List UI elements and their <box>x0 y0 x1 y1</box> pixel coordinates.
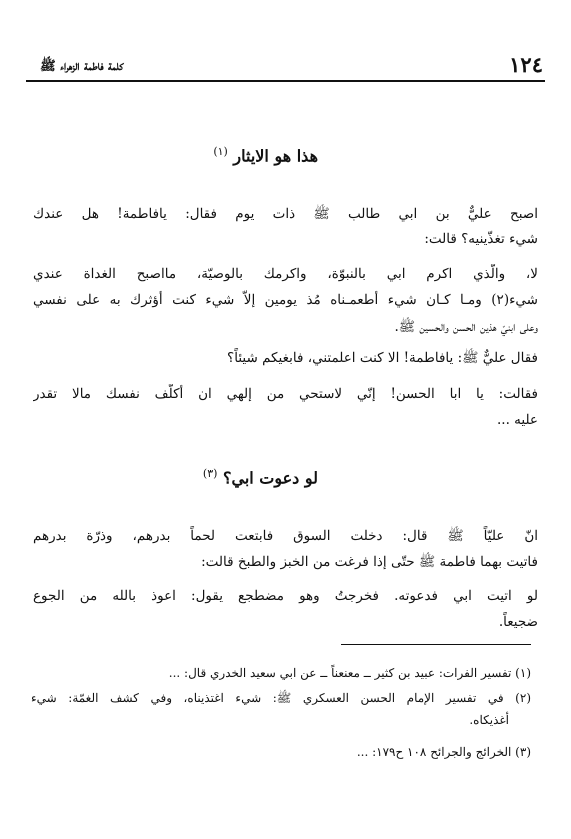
text-line: فقالت: يا ابا الحسن! إنّي لاستحي من إلهي ان أكلّف نفسك مالا تقدر <box>33 386 538 402</box>
text-line: عليه ... <box>496 412 538 428</box>
heading-text: لو دعوت ابي؟ <box>222 468 318 488</box>
text-line: ضجيعاً. <box>498 614 538 630</box>
page-number: ١٢٤ <box>509 52 543 77</box>
text-line: شيء(٢) ومـا كـان شيء أطعمـناه مُذ يومين إلاّ شيء كنت أؤثرك به على نفسي <box>33 292 538 308</box>
header-rule <box>26 80 545 82</box>
heading-text: هذا هو الايثار <box>233 146 318 166</box>
footnote-ref: (٣) <box>202 467 218 480</box>
text-line: لا، والّذي اكرم ابي بالنبوّة، واكرمك بالوصيّة، مااصبح الغداة عندي <box>33 266 538 282</box>
footnote: أغذيكاه. <box>469 713 509 727</box>
text-line: شيء تغذّينيه؟ قالت: <box>424 231 538 247</box>
text-line: وعلى ابنيّ هذين الحسن والحسين ﷺ. <box>394 319 538 335</box>
footnote-rule <box>341 644 531 645</box>
running-title: كلمة فاطمة الزهراء ﷺ <box>40 59 124 74</box>
text-line: فقال عليٌّ ﷺ: يافاطمة! الا كنت اعلمتني، فابغيكم شيئاً؟ <box>227 350 538 366</box>
text-line: فاتيت بهما فاطمة ﷺ حتّى إذا فرغت من الخبز والطبخ قالت: <box>201 554 538 570</box>
footnote: (١) تفسير الفرات: عبيد بن كثير ــ معنعناً ــ عن ابي سعيد الخدري قال: ... <box>168 666 531 680</box>
footnote: (٢) في تفسير الإمام الحسن العسكري ﷺ: شيء اغتذيناه، وفي كشف الغمّة: شيء <box>31 691 531 705</box>
footnote-ref: (١) <box>213 145 228 158</box>
section-heading <box>213 140 318 168</box>
footnote: (٣) الخرائج والجرائح ١٠٨ ح١٧٩: ... <box>356 745 531 759</box>
text-line: انّ عليّاً ﷺ قال: دخلت السوق فابتعت لحماً بدرهم، وذرّة بدرهم <box>33 528 538 544</box>
text-line: اصبح عليٌّ بن ابي طالب ﷺ ذات يوم فقال: يافاطمة! هل عندك <box>33 206 538 222</box>
text-line: لو اتيت ابي فدعوته. فخرجتُ وهو مضطجع يقول: اعوذ بالله من الجوع <box>33 588 538 604</box>
section-heading <box>203 462 318 490</box>
